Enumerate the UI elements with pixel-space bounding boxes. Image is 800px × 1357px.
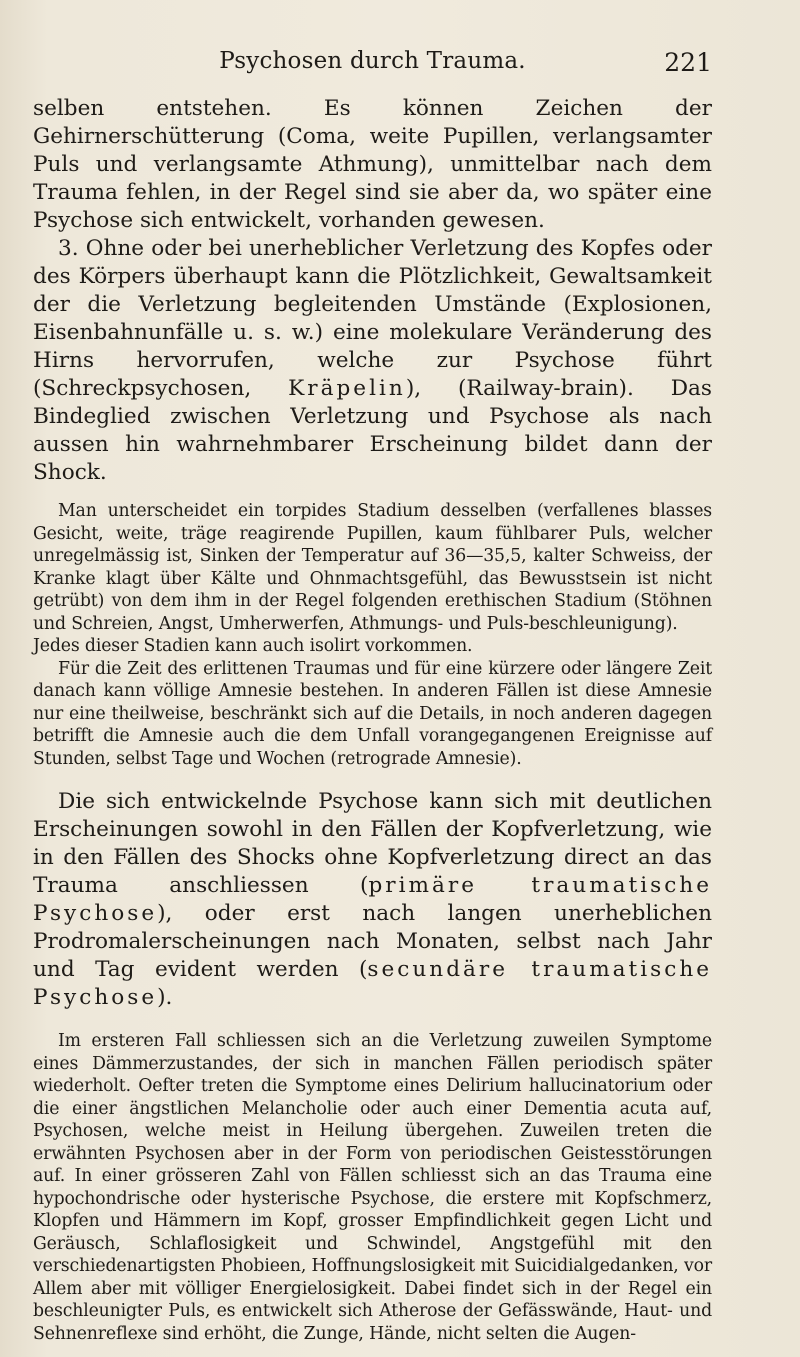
page-number: 221 xyxy=(664,48,712,77)
small-paragraph-first-case: Im ersteren Fall schliessen sich an die Verletzung zuweilen Symptome eines Dämmerzustandes, der sich in manchen Fällen periodisch später wiederholt. Oefter treten die Symptome eines Delirium hallucinatorium oder die einer ängstlichen Melancholie oder auch einer Dementia acuta auf, Psychosen, welche meist in Heilung übergehen. Zuweilen treten die erwähnten Psychosen aber in der Form von periodischen Geistesstörungen auf. In einer grösseren Zahl von Fällen schliesst sich an das Trauma eine hypochondrische oder hysterische Psychose, die erstere mit Kopfschmerz, Klopfen und Hämmern im Kopf, grosser Empfindlichkeit gegen Licht und Geräusch, Schlaflosigkeit und Schwindel, Angstgefühl mit den verschiedenartigsten Phobieen, Hoffnungslosigkeit mit Suicidialgedanken, vor Allem aber mit völliger Energielosigkeit. Dabei findet sich in der Regel ein beschleunigter Puls, es entwickelt sich Atherose der Gefässwände, Haut- und Sehnenreflexe sind erhöht, die Zunge, Hände, nicht selten die Augen- xyxy=(33,1031,712,1344)
small-paragraph-isolated: Jedes dieser Stadien kann auch isolirt vorkommen. xyxy=(33,636,473,656)
author-name-kraepelin: Kräpelin xyxy=(288,376,406,401)
text-segment: ). xyxy=(157,985,173,1010)
paragraph-continuation: selben entstehen. Es können Zeichen der Gehirnerschütterung (Coma, weite Pupillen, verlangsamter Puls und verlangsamte Athmung), unmittelbar nach dem Trauma fehlen, in der Regel sind sie aber da, wo später eine Psychose sich entwickelt, vorhanden gewesen. xyxy=(33,96,712,233)
page-header xyxy=(33,48,712,82)
main-text-block-2 xyxy=(33,788,712,1012)
small-print-block-1 xyxy=(33,500,712,770)
small-paragraph-stadia: Man unterscheidet ein torpides Stadium desselben (verfallenes blasses Gesicht, weite, träge reagirende Pupillen, kaum fühlbarer Puls, welcher unregelmässig ist, Sinken der Temperatur auf 36—35,5, kalter Schweiss, der Kranke klagt über Kälte und Ohnmachtsgefühl, das Bewusstsein ist nicht getrübt) von dem ihm in der Regel folgenden erethischen Stadium (Stöhnen und Schreien, Angst, Umherwerfen, Athmungs- und Puls-beschleunigung). xyxy=(33,501,712,634)
paragraph-item-3-text-a: 3. Ohne oder bei unerheblicher Verletzung des Kopfes oder des Körpers überhaupt kann die Plötzlichkeit, Gewaltsamkeit der die Verletzung begleitenden Umstände (Explosionen, Eisenbahnunfälle u. s. w.) eine molekulare Veränderung des Hirns hervorrufen, welche zur Psychose führt (Schreckpsychosen, xyxy=(33,236,712,401)
text-segment: ), oder erst nach langen unerheblichen Prodromalerscheinungen nach Monaten, selbst nach Jahr und Tag evident werden ( xyxy=(33,901,712,982)
text-segment: Die sich entwickelnde Psychose kann sich mit deutlichen Erscheinungen sowohl in den Fällen der Kopfverletzung, wie in den Fällen des Shocks ohne Kopfverletzung direct an das Trauma anschliessen ( xyxy=(33,789,712,898)
paragraph-psychosis-types xyxy=(33,788,712,1012)
page-body xyxy=(33,95,712,1345)
paragraph-item-3 xyxy=(33,235,712,487)
term-primary-traumatic-psychosis: primäre traumatische Psychose xyxy=(33,873,712,926)
paragraph-item-3-text-b: ), (Railway-brain). Das Bindeglied zwischen Verletzung und Psychose als nach aussen hin wahrnehmbarer Erscheinung bildet dann der Shock. xyxy=(33,376,712,485)
small-paragraph-amnesia: Für die Zeit des erlittenen Traumas und für eine kürzere oder längere Zeit danach kann völlige Amnesie bestehen. In anderen Fällen ist diese Amnesie nur eine theilweise, beschränkt sich auf die Details, in noch anderen dagegen betrifft die Amnesie auch die dem Unfall vorangegangenen Ereignisse auf Stunden, selbst Tage und Wochen (retrograde Amnesie). xyxy=(33,658,712,769)
running-title: Psychosen durch Trauma. xyxy=(219,48,526,74)
term-secondary-traumatic-psychosis: secundäre traumatische Psychose xyxy=(33,957,713,1010)
small-print-block-2 xyxy=(33,1030,712,1345)
main-text-block-1 xyxy=(33,95,712,487)
